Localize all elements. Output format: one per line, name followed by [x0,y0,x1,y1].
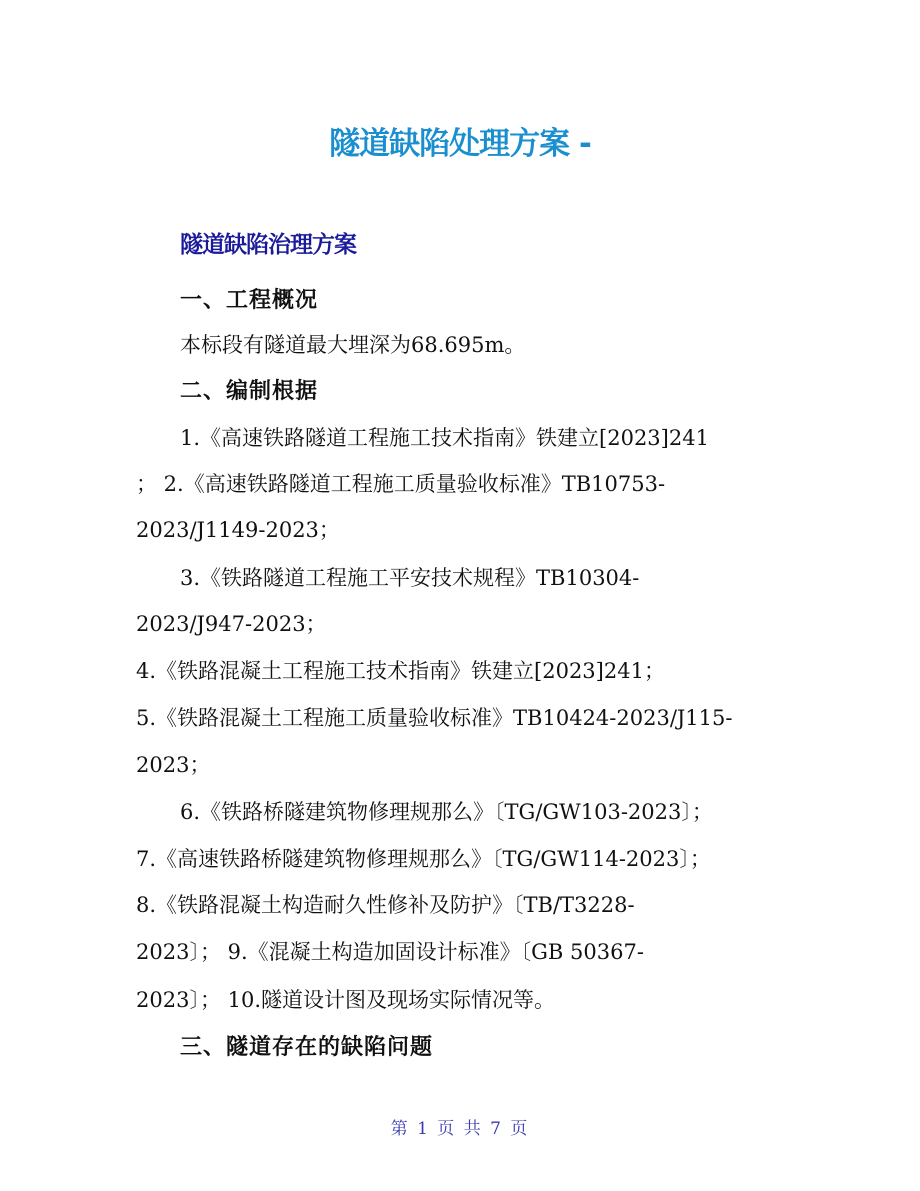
reference-line: 3.《铁路隧道工程施工平安技术规程》TB10304- [180,566,640,590]
reference-line: 7.《高速铁路桥隧建筑物修理规那么》〔TG/GW114-2023〕； [136,847,711,871]
reference-line: 2023〕； 9.《混凝土构造加固设计标准》〔GB 50367- [136,940,644,964]
overview-text: 本标段有隧道最大埋深为68.695m。 [180,333,526,357]
document-title: 隧道缺陷处理方案 - [329,126,591,162]
reference-line: 2023； [136,753,211,777]
section-heading-defects: 三、隧道存在的缺陷问题 [180,1035,434,1060]
reference-line: ； 2.《高速铁路隧道工程施工质量验收标准》TB10753- [136,472,666,496]
reference-line: 2023/J947-2023； [136,612,327,636]
document-subtitle: 隧道缺陷治理方案 [180,232,356,258]
reference-line: 2023/J1149-2023； [136,518,340,542]
section-heading-overview: 一、工程概况 [180,288,319,313]
page-number: 第 1 页 共 7 页 [390,1119,530,1139]
reference-line: 5.《铁路混凝土工程施工质量验收标准》TB10424-2023/J115- [136,706,733,730]
reference-line: 4.《铁路混凝土工程施工技术指南》铁建立[2023]241； [136,659,665,683]
reference-line: 8.《铁路混凝土构造耐久性修补及防护》〔TB/T3228- [136,893,635,917]
reference-line: 2023〕； 10.隧道设计图及现场实际情况等。 [136,988,556,1012]
section-heading-basis: 二、编制根据 [180,379,319,404]
reference-line: 6.《铁路桥隧建筑物修理规那么》〔TG/GW103-2023〕； [180,800,713,824]
reference-line: 1.《高速铁路隧道工程施工技术指南》铁建立[2023]241 [180,426,709,450]
